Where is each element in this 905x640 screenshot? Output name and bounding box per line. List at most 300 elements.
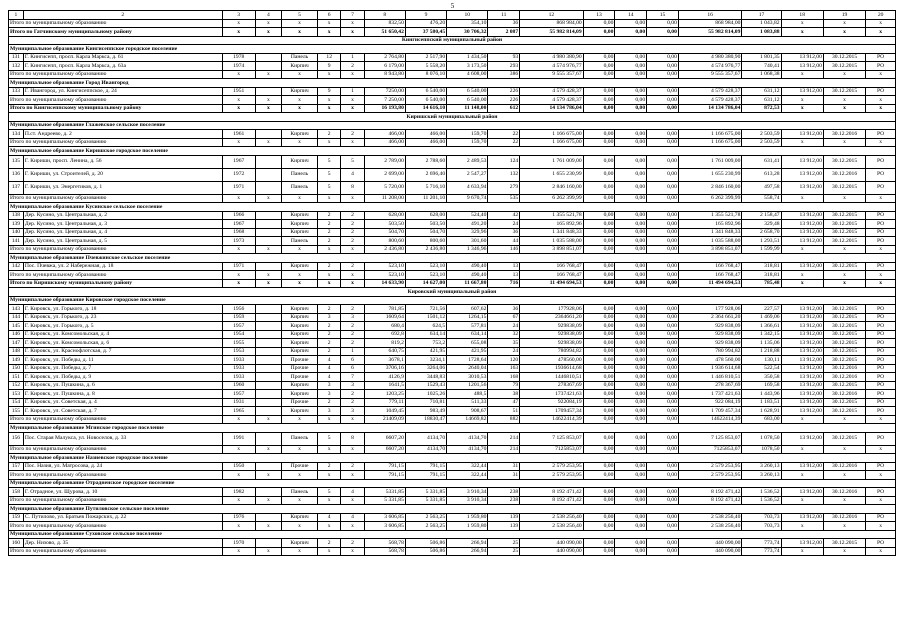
table-cell: x [282, 415, 318, 424]
table-cell: 2364661,20 [520, 313, 584, 322]
table-cell: 3 910,34 [447, 488, 488, 497]
table-cell: 2 764,80 [364, 53, 405, 62]
table-cell: 773,74 [742, 547, 781, 556]
table-cell: 4 608,00 [447, 70, 488, 79]
table-cell: x [282, 138, 318, 147]
section-title: Киришский муниципальный район [9, 113, 896, 122]
table-cell: 139 [488, 513, 520, 522]
table-cell: 1709457,34 [520, 407, 584, 416]
table-cell: x [781, 415, 823, 424]
table-cell: 1973 [222, 237, 255, 246]
table-cell: 922084,19 [520, 398, 584, 407]
table-cell: 0,00 [615, 313, 647, 322]
table-cell: 7250,00 [364, 87, 405, 96]
table-cell: 568,78 [364, 539, 405, 548]
table-cell: 0,00 [647, 271, 679, 280]
table-cell [255, 488, 281, 497]
table-cell: 1 536,52 [742, 496, 781, 505]
table-cell: 1 [341, 347, 364, 356]
table-cell: x [781, 104, 823, 113]
table-cell: 3 [318, 313, 341, 322]
table-cell: 30.12.2015 [823, 432, 865, 445]
building-row [9, 220, 896, 229]
table-cell: 0,00 [615, 373, 647, 382]
table-cell: x [341, 96, 364, 105]
table-cell: x [866, 271, 896, 280]
table-cell: 5 716,10 [405, 181, 446, 194]
table-cell: 14 134 786,04 [520, 104, 584, 113]
table-cell: Кирпич [282, 539, 318, 548]
table-cell: 929 838,09 [678, 322, 742, 331]
table-cell: 2 [318, 462, 341, 471]
building-address: Г. Кингисепп, просп. Карла Маркса, д. 63а [23, 62, 222, 71]
table-cell: 1967 [222, 155, 255, 168]
table-cell: 12 [318, 53, 341, 62]
row-number: 139 [9, 220, 24, 229]
table-cell: 13 912,00 [781, 539, 823, 548]
table-cell: 177 928,06 [678, 305, 742, 314]
table-cell: 8 192 471,42 [678, 488, 742, 497]
table-cell [255, 220, 281, 229]
table-cell: 2 503,59 [742, 138, 781, 147]
table-cell: 0,00 [583, 330, 615, 339]
building-row [9, 390, 896, 399]
table-cell: 0,00 [583, 279, 615, 288]
table-cell: 2 [318, 305, 341, 314]
table-cell: 329,96 [447, 228, 488, 237]
table-cell: РО [866, 228, 896, 237]
table-cell: 0,00 [583, 245, 615, 254]
table-cell: 13 912,00 [781, 398, 823, 407]
table-cell: x [255, 96, 281, 105]
table-cell: 9 670,74 [447, 194, 488, 203]
table-cell: 22 [488, 138, 520, 147]
table-cell [255, 432, 281, 445]
table-cell: x [781, 522, 823, 531]
building-address: Г. Кировск, ул. Горького, д. 5 [23, 322, 222, 331]
table-cell: 7 [341, 373, 364, 382]
table-cell: 1967 [222, 220, 255, 229]
table-cell: x [866, 415, 896, 424]
subtotal-row [9, 445, 896, 454]
table-cell: 7125853,07 [678, 445, 742, 454]
building-row [9, 322, 896, 331]
table-cell: 785,48 [742, 279, 781, 288]
row-number: 157 [9, 462, 24, 471]
table-cell: x [341, 415, 364, 424]
table-cell: 0,00 [583, 398, 615, 407]
row-number: 155 [9, 407, 24, 416]
table-cell: 2 [318, 220, 341, 229]
table-cell: Кирпич [282, 305, 318, 314]
table-cell: 628,00 [405, 211, 446, 220]
table-cell: Кирпич [282, 220, 318, 229]
table-cell: 0,00 [615, 547, 647, 556]
building-address: Г. Кировск, ул. Комсомольская, д. 6 [23, 339, 222, 348]
table-cell: 13 912,00 [781, 228, 823, 237]
table-cell: РО [866, 168, 896, 181]
table-cell: x [341, 445, 364, 454]
table-cell: 1 068,38 [742, 70, 781, 79]
table-cell: 634,14 [405, 330, 446, 339]
table-cell: 30.12.2016 [823, 513, 865, 522]
table-cell: 13 912,00 [781, 356, 823, 365]
table-cell: 1 936 614,68 [678, 364, 742, 373]
table-cell: 36 [488, 305, 520, 314]
table-cell: 0,00 [583, 70, 615, 79]
table-cell: x [282, 70, 318, 79]
column-number: 14 [615, 11, 647, 20]
subtotal-label: Итого по муниципальному образованию [9, 96, 223, 105]
table-cell: 2 846 160,00 [678, 181, 742, 194]
table-cell: x [823, 96, 865, 105]
table-cell: 0,00 [615, 339, 647, 348]
column-number: 5 [282, 11, 318, 20]
row-number: 138 [9, 211, 24, 220]
table-cell: Кирпич [282, 155, 318, 168]
table-cell: 3 [318, 381, 341, 390]
table-cell: 1 [341, 53, 364, 62]
building-address: Пос. Назия, ул. Матросова, д. 24 [23, 462, 222, 471]
table-cell: 0,00 [647, 381, 679, 390]
column-number: 11 [488, 11, 520, 20]
table-cell: 0,00 [615, 155, 647, 168]
table-cell: 30.12.2016 [823, 364, 865, 373]
table-cell: 1976 [222, 513, 255, 522]
table-cell: 628,00 [364, 211, 405, 220]
table-cell: 2 [341, 390, 364, 399]
row-number: 136 [9, 168, 24, 181]
table-cell [255, 330, 281, 339]
table-cell: 2 [318, 262, 341, 271]
table-cell: 30.12.2015 [823, 53, 865, 62]
building-address: Г. Кировск, ул. Горького, д. 23 [23, 313, 222, 322]
table-cell: 13 912,00 [781, 168, 823, 181]
table-cell: 318,81 [742, 271, 781, 280]
table-cell: 1966 [222, 211, 255, 220]
table-cell: x [341, 70, 364, 79]
table-cell: 0,00 [615, 445, 647, 454]
table-cell: 329,48 [742, 220, 781, 229]
table-cell: РО [866, 87, 896, 96]
table-cell: 5 [318, 181, 341, 194]
table-cell: РО [866, 373, 896, 382]
building-address: Г. Кингисепп, просп. Карла Маркса, д. 61 [23, 53, 222, 62]
table-cell: 523,10 [364, 262, 405, 271]
table-cell: x [282, 496, 318, 505]
table-cell: 0,00 [583, 407, 615, 416]
table-cell: 868 984,00 [678, 19, 742, 28]
table-cell: 0,00 [583, 211, 615, 220]
table-cell: РО [866, 488, 896, 497]
table-cell: РО [866, 539, 896, 548]
table-cell: Кирпич [282, 330, 318, 339]
table-cell: 780 994,82 [678, 347, 742, 356]
table-cell: 0,00 [583, 432, 615, 445]
table-cell: 2 699,00 [364, 168, 405, 181]
table-cell: 14 134 786,04 [678, 104, 742, 113]
table-cell: 0,00 [647, 547, 679, 556]
table-cell: 1957 [222, 322, 255, 331]
row-number: 160 [9, 539, 24, 548]
building-address: Пос. Пчевжа, ул. 2 Набережная, д. 18 [23, 262, 222, 271]
table-cell: 929 838,09 [678, 339, 742, 348]
table-cell: 11 494 694,53 [520, 279, 584, 288]
table-cell: 2 [341, 228, 364, 237]
table-cell: 5 331,85 [405, 488, 446, 497]
table-cell: 165 892,96 [520, 220, 584, 229]
table-cell: 1 737 421,63 [678, 390, 742, 399]
table-cell: 0,00 [615, 364, 647, 373]
table-cell: 6607,20 [364, 445, 405, 454]
table-cell: 386 [488, 70, 520, 79]
table-cell: 440 090,00 [520, 547, 584, 556]
table-cell: 440 090,00 [520, 539, 584, 548]
table-cell: 1954 [222, 330, 255, 339]
table-cell: 30.12.2015 [823, 322, 865, 331]
table-cell: x [823, 547, 865, 556]
table-cell: 490,40 [447, 271, 488, 280]
table-cell: 2 087 [488, 28, 520, 37]
table-cell: Прочие [282, 356, 318, 365]
table-cell: 0,00 [583, 220, 615, 229]
row-number: 152 [9, 381, 24, 390]
table-cell: 1203,25 [364, 390, 405, 399]
column-number: 3 [222, 11, 255, 20]
table-cell: 504,70 [364, 228, 405, 237]
building-row [9, 539, 896, 548]
table-cell: x [341, 279, 364, 288]
building-address: Г. Кировск, ул. Пушкина, д. 6 [23, 381, 222, 390]
table-cell: 1529,43 [405, 381, 446, 390]
table-cell [255, 262, 281, 271]
table-cell: x [823, 104, 865, 113]
table-cell: 51 650,42 [364, 28, 405, 37]
row-number: 147 [9, 339, 24, 348]
table-cell: 4 574 976,77 [520, 62, 584, 71]
table-cell: 25 [488, 547, 520, 556]
district-section-row [9, 288, 896, 297]
row-number: 145 [9, 322, 24, 331]
table-cell [255, 339, 281, 348]
column-number-row [9, 11, 896, 20]
table-cell: 1446810,51 [520, 373, 584, 382]
table-cell: 14 627,00 [405, 279, 446, 288]
table-cell: 0,00 [647, 62, 679, 71]
table-cell: 3 [341, 313, 364, 322]
column-number: 19 [823, 11, 865, 20]
table-cell: Кирпич [282, 130, 318, 139]
table-cell: x [341, 138, 364, 147]
table-cell: x [222, 194, 255, 203]
table-cell: 169,58 [742, 381, 781, 390]
table-cell: 5 [318, 155, 341, 168]
section-title: Кингисеппский муниципальный район [9, 36, 896, 45]
table-cell: 1 341 848,33 [520, 228, 584, 237]
table-cell: 882 [488, 415, 520, 424]
table-cell: 2 538 256,40 [678, 513, 742, 522]
table-cell: x [866, 104, 896, 113]
table-cell: 1049,45 [364, 407, 405, 416]
table-cell: 30.12.2015 [823, 211, 865, 220]
table-cell: x [341, 28, 364, 37]
table-cell: 3 [341, 381, 364, 390]
table-cell: x [318, 271, 341, 280]
table-cell: 0,00 [583, 356, 615, 365]
table-cell: РО [866, 356, 896, 365]
table-cell: 421,95 [447, 347, 488, 356]
table-cell: 3 173,50 [447, 62, 488, 71]
subtotal-row [9, 104, 896, 113]
table-cell: 30 706,32 [447, 28, 488, 37]
table-cell: 506,86 [405, 539, 446, 548]
table-cell: 30.12.2015 [823, 339, 865, 348]
table-cell: 30.12.2015 [823, 262, 865, 271]
table-cell: x [866, 245, 896, 254]
table-cell: 5 [318, 488, 341, 497]
table-cell: 9 [318, 87, 341, 96]
row-number: 154 [9, 398, 24, 407]
table-cell: 238 [488, 496, 520, 505]
table-cell: 13 912,00 [781, 262, 823, 271]
table-cell: 1991 [222, 432, 255, 445]
table-cell: 25 [488, 539, 520, 548]
table-cell: x [318, 245, 341, 254]
table-cell: 1971 [222, 181, 255, 194]
municipality-title: Муниципальное образование Город Ивангород [9, 79, 896, 88]
table-cell: 791,15 [364, 462, 405, 471]
row-number: 148 [9, 347, 24, 356]
table-cell: x [222, 96, 255, 105]
column-number: 4 [255, 11, 281, 20]
table-cell: 1 443,96 [742, 390, 781, 399]
table-cell: 14 633,90 [364, 279, 405, 288]
table-cell: РО [866, 130, 896, 139]
table-cell: x [255, 471, 281, 480]
table-cell: 24 [488, 220, 520, 229]
row-number: 142 [9, 262, 24, 271]
subtotal-row [9, 19, 896, 28]
table-cell: 0,00 [583, 155, 615, 168]
table-cell: 4 [318, 364, 341, 373]
table-cell: x [866, 19, 896, 28]
table-cell: 1960 [222, 381, 255, 390]
subtotal-label: Итого по Гатчинскому муниципальному району [9, 28, 223, 37]
building-row [9, 228, 896, 237]
table-cell: 266,94 [447, 547, 488, 556]
table-cell: 30.12.2016 [823, 373, 865, 382]
table-cell: 612 [488, 104, 520, 113]
table-cell: 6 262 399,99 [678, 194, 742, 203]
table-cell: 1965 [222, 407, 255, 416]
row-number: 150 [9, 364, 24, 373]
table-cell: 13 912,00 [781, 313, 823, 322]
table-cell: 13 912,00 [781, 130, 823, 139]
table-cell: 2 [341, 220, 364, 229]
table-cell: 0,00 [615, 130, 647, 139]
table-cell: 293 [488, 62, 520, 71]
subtotal-label: Итого по муниципальному образованию [9, 19, 223, 28]
table-cell: РО [866, 390, 896, 399]
table-cell [255, 130, 281, 139]
table-cell [255, 322, 281, 331]
table-cell: 0,00 [615, 181, 647, 194]
table-cell: 30.12.2015 [823, 228, 865, 237]
table-cell: 0,00 [583, 130, 615, 139]
building-row [9, 181, 896, 194]
table-cell: 322,44 [447, 462, 488, 471]
table-cell [255, 407, 281, 416]
table-cell: 13 912,00 [781, 373, 823, 382]
table-cell: 0,00 [647, 364, 679, 373]
table-cell: РО [866, 330, 896, 339]
table-cell: Панель [282, 168, 318, 181]
table-cell: 0,00 [647, 407, 679, 416]
table-cell: 13 912,00 [781, 53, 823, 62]
table-cell: 0,00 [615, 330, 647, 339]
table-cell: 1641,5 [364, 381, 405, 390]
table-cell: 1728,64 [447, 356, 488, 365]
building-row [9, 330, 896, 339]
table-cell: 5 [318, 432, 341, 445]
column-number: 6 [318, 11, 341, 20]
table-cell: x [318, 522, 341, 531]
table-cell: 30.12.2015 [823, 155, 865, 168]
table-cell: 93 [488, 53, 520, 62]
table-cell: Прочие [282, 373, 318, 382]
table-cell: 0,00 [615, 28, 647, 37]
table-cell: x [823, 28, 865, 37]
table-cell: 710,81 [405, 398, 446, 407]
table-cell: 0,00 [583, 228, 615, 237]
table-cell: 0,00 [647, 194, 679, 203]
table-cell: 2 [341, 539, 364, 548]
table-cell: 800,60 [364, 237, 405, 246]
page-number: 5 [450, 2, 455, 10]
table-cell: 0,00 [647, 228, 679, 237]
row-number: 146 [9, 330, 24, 339]
column-number: 7 [341, 11, 364, 20]
table-cell: 13 912,00 [781, 462, 823, 471]
table-cell: 0,00 [615, 471, 647, 480]
table-cell: 30.12.2015 [823, 398, 865, 407]
table-cell: 9 555 357,67 [520, 70, 584, 79]
table-cell: 0,00 [615, 19, 647, 28]
subtotal-label: Итого по муниципальному образованию [9, 271, 223, 280]
row-number: 156 [9, 432, 24, 445]
table-cell: 2 696,40 [405, 168, 446, 181]
table-cell: 13 [488, 271, 520, 280]
table-cell: x [823, 271, 865, 280]
table-cell: 0,00 [647, 305, 679, 314]
table-cell: 1 959,80 [447, 522, 488, 531]
table-cell: 8 192 471,42 [520, 488, 584, 497]
table-cell: x [318, 194, 341, 203]
table-cell: РО [866, 220, 896, 229]
table-cell: Кирпич [282, 211, 318, 220]
table-cell: 0,00 [583, 373, 615, 382]
table-cell: 0,00 [615, 138, 647, 147]
table-cell: x [255, 445, 281, 454]
table-cell: 0,00 [583, 168, 615, 181]
table-cell: Панель [282, 181, 318, 194]
building-row [9, 398, 896, 407]
subtotal-label: Итого по муниципальному образованию [9, 522, 223, 531]
table-cell: 680,4 [364, 322, 405, 331]
table-cell: 0,00 [615, 211, 647, 220]
table-cell: РО [866, 398, 896, 407]
table-cell: 466,00 [405, 130, 446, 139]
